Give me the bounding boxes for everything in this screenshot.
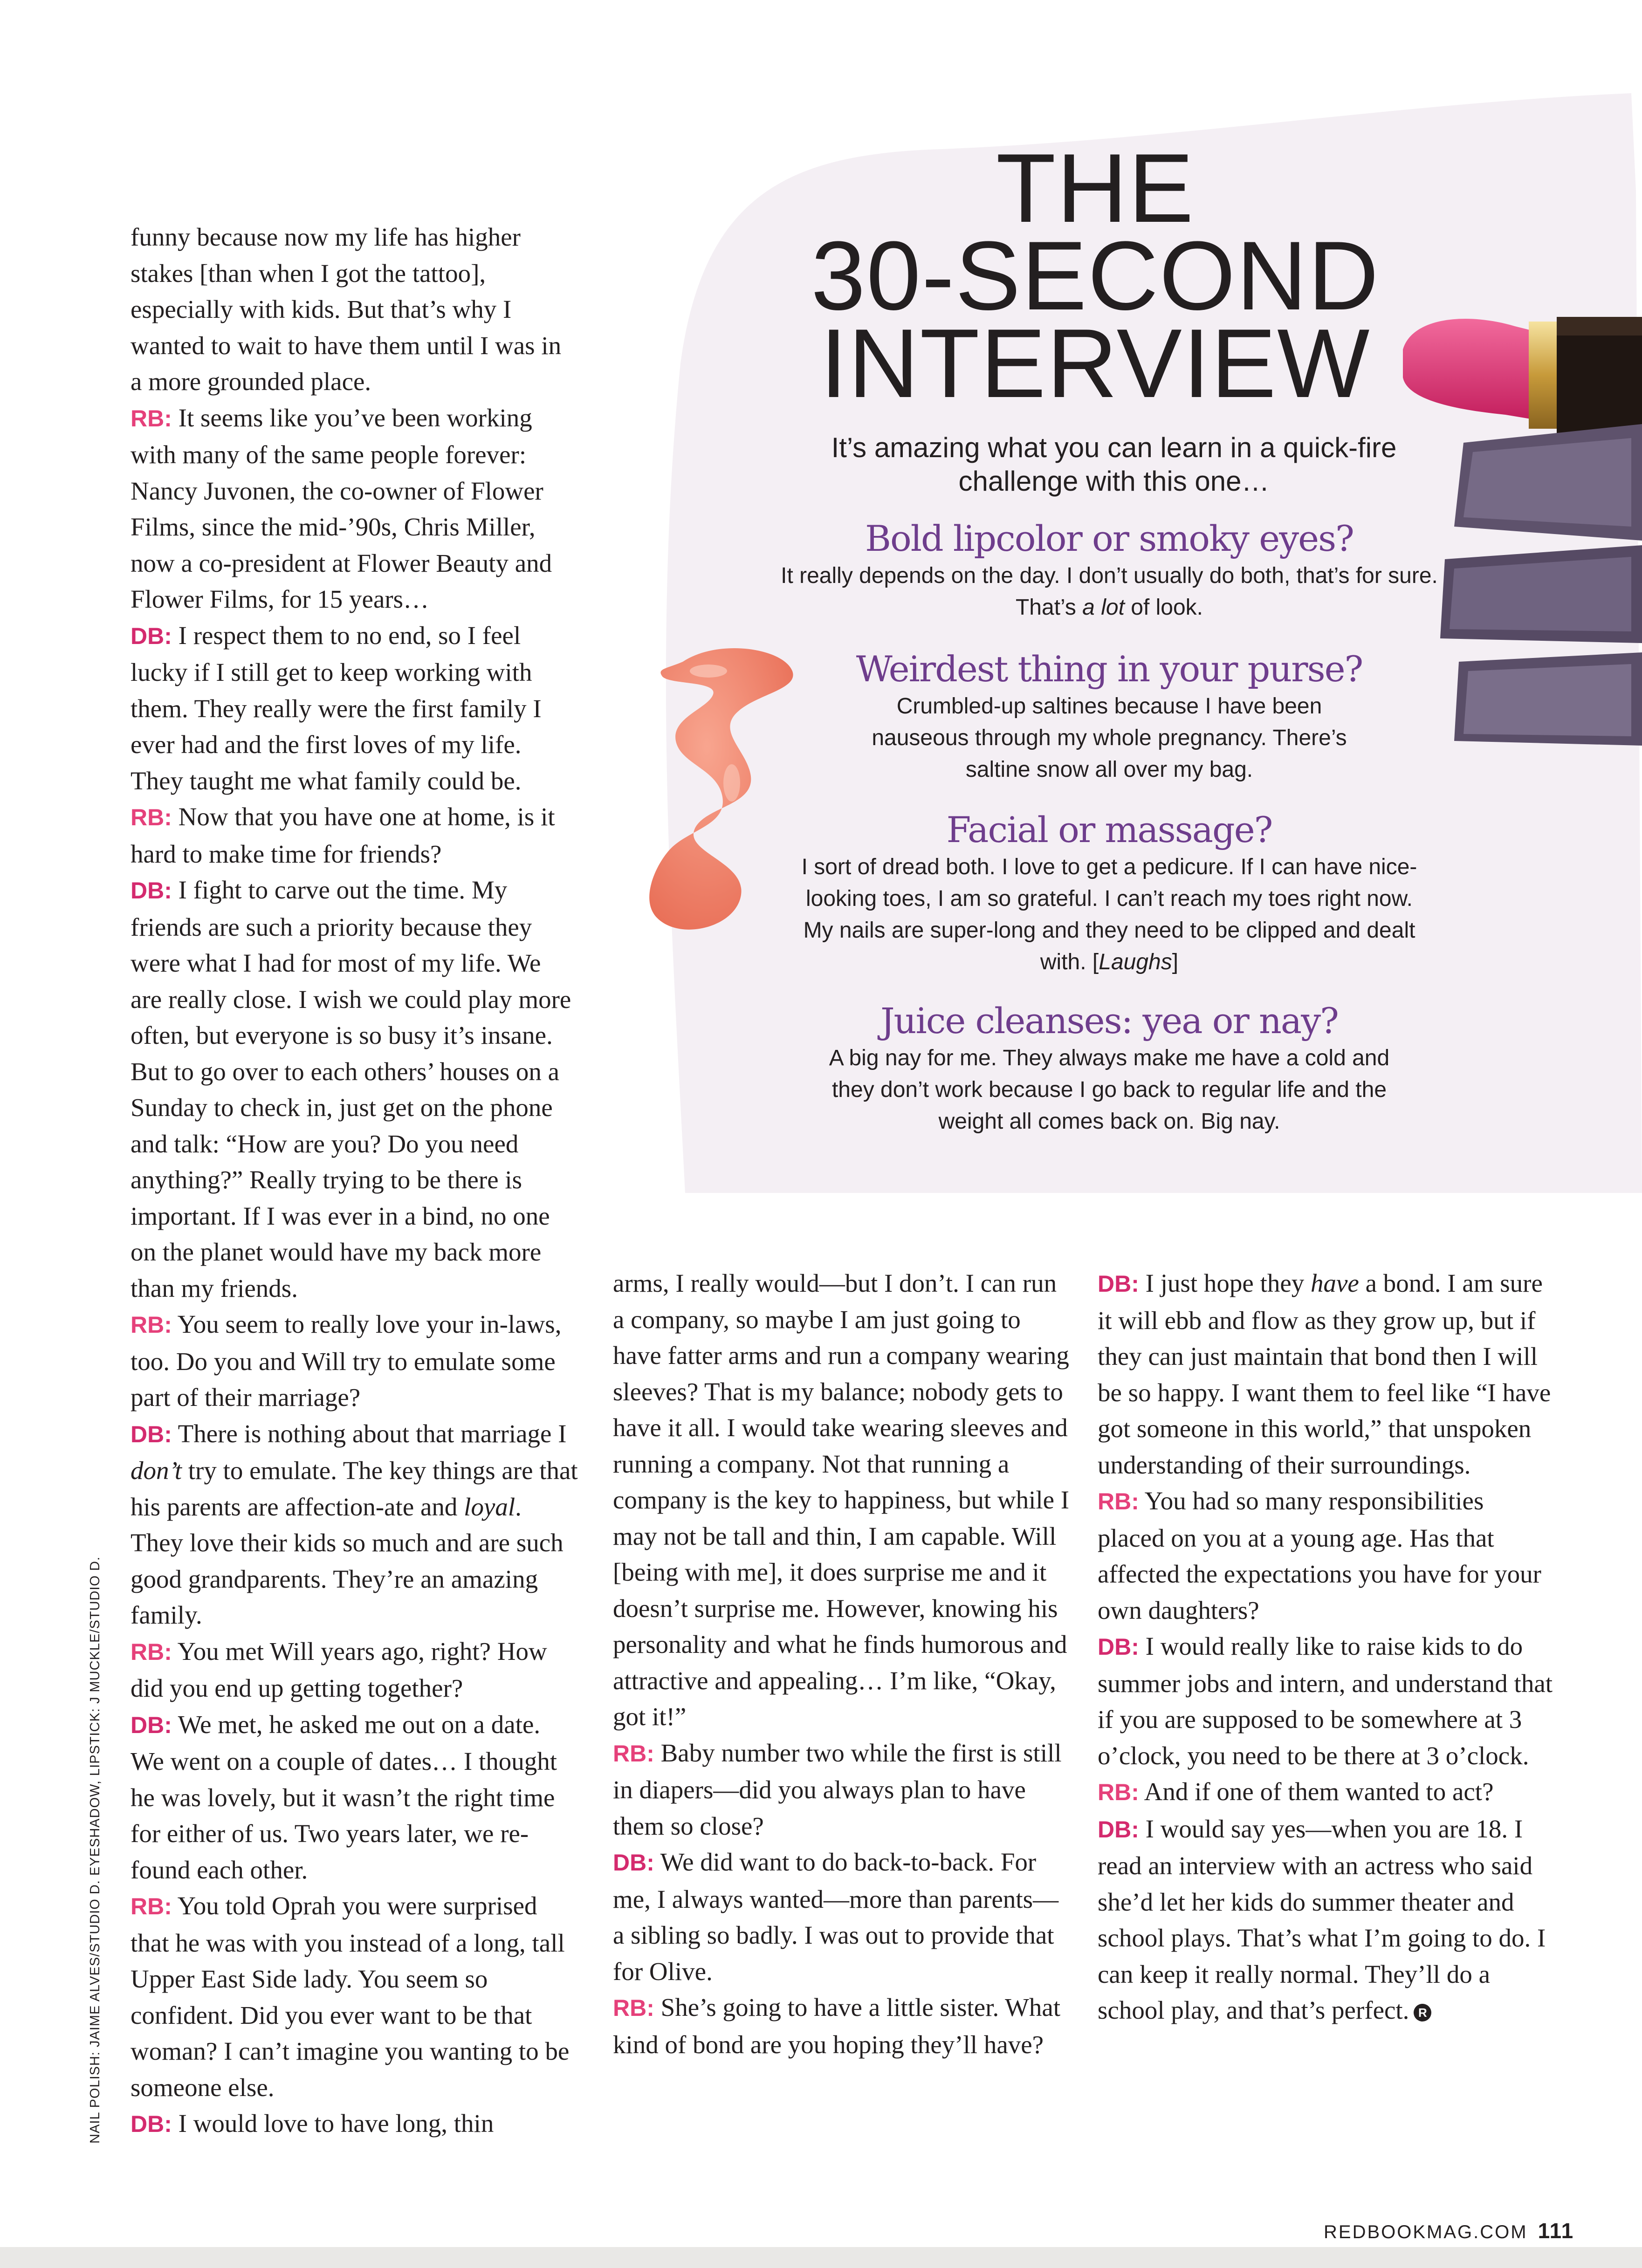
paragraph: DB: We met, he asked me out on a date. We went on a couple of dates… I thought he was lovely, but it wasn’t the right time for either of us. Two years later, we re-found each other. — [131, 1710, 557, 1884]
paragraph: DB: I just hope they have a bond. I am sure it will ebb and flow as they grow up, but if they can just maintain that bond then I will be so happy. I want them to feel like “I have got someone in this world,” that unspoken understanding of their surroundings. — [1098, 1269, 1551, 1479]
sidebar-title — [746, 133, 1445, 418]
page-footer — [1324, 2218, 1574, 2243]
speaker-label: RB: — [131, 1312, 172, 1338]
qa-item — [769, 1000, 1450, 1137]
qa-item — [769, 648, 1450, 786]
paragraph: DB: I would love to have long, thin — [131, 2109, 494, 2138]
speaker-label: RB: — [131, 1638, 172, 1665]
site-name: REDBOOKMAG.COM — [1324, 2222, 1528, 2242]
paragraph: RB: Baby number two while the first is still in diapers—did you always plan to have them so close? — [613, 1738, 1062, 1840]
speaker-label: DB: — [131, 877, 172, 904]
answer: It really depends on the day. I don’t usually do both, that’s for sure. That’s a lot of look. — [781, 563, 1438, 620]
paragraph: DB: We did want to do back-to-back. For me, I always wanted—more than parents—a sibling so badly. I was out to provide that for Olive. — [613, 1848, 1059, 1986]
sidebar-intro: It’s amazing what you can learn in a quick-fire challenge with this one… — [831, 432, 1397, 497]
page-edge — [0, 2247, 1642, 2268]
speaker-label: DB: — [131, 1712, 172, 1738]
paragraph: DB: I fight to carve out the time. My friends are such a priority because they were what I had for most of my life. We are really close. I wish we could play more often, but everyone is so busy it’s insane. But to go over to each others’ houses on a Sunday to check in, just get on the phone and talk: “How are you? Do you need anything?” Really trying to be there is important. If I was ever in a bind, no one on the planet would have my back more than my friends. — [131, 876, 571, 1302]
answer: I sort of dread both. I love to get a pedicure. If I can have nice-looking toes, I am so grateful. I can’t reach my toes right now. My nails are super-long and they need to be clipped and dealt with. [Laughs] — [801, 855, 1417, 974]
qa-item — [769, 517, 1450, 624]
paragraph: RB: And if one of them wanted to act? — [1098, 1777, 1494, 1806]
paragraph: RB: Now that you have one at home, is it hard to make time for friends? — [131, 802, 555, 868]
article-column-3 — [1098, 1265, 1554, 2028]
question: Bold lipcolor or smoky eyes? — [865, 518, 1353, 559]
article-column-2 — [613, 1265, 1070, 2062]
paragraph: DB: There is nothing about that marriage I don’t try to emulate. The key things are that his parents are affection-ate and loyal. They love their kids so much and are such good grandparents. They’re an amazing family. — [131, 1419, 578, 1629]
speaker-label: RB: — [131, 804, 172, 830]
paragraph: RB: You told Oprah you were surprised that he was with you instead of a long, tall Upper East Side lady. You seem so confident. Did you ever want to be that woman? I can’t imagine you wanting to be someone else. — [131, 1891, 570, 2102]
speaker-label: RB: — [131, 1893, 172, 1919]
title-line-3: INTERVIEW — [820, 308, 1371, 418]
speaker-label: DB: — [1098, 1271, 1139, 1297]
speaker-label: RB: — [1098, 1779, 1139, 1805]
speaker-label: RB: — [131, 405, 172, 432]
paragraph: DB: I would say yes—when you are 18. I read an interview with an actress who said she’d let her kids do summer theater and school plays. That’s what I’m going to do. I can keep it really normal. They’ll do a school play, and that’s perfect. R — [1098, 1814, 1546, 2024]
question: Juice cleanses: yea or nay? — [880, 1000, 1338, 1041]
paragraph: RB: She’s going to have a little sister. What kind of bond are you hoping they’ll have? — [613, 1993, 1061, 2059]
paragraph: DB: I would really like to raise kids to do summer jobs and intern, and understand that if you are supposed to be somewhere at 3 o’clock, you need to be there at 3 o’clock. — [1098, 1632, 1553, 1770]
speaker-label: DB: — [1098, 1816, 1139, 1843]
eyeshadow-icon — [1436, 419, 1642, 746]
answer: Crumbled-up saltines because I have been nauseous through my whole pregnancy. There’s saltine snow all over my bag. — [872, 694, 1347, 782]
speaker-label: DB: — [131, 1421, 172, 1447]
paragraph: RB: You had so many responsibilities placed on you at a young age. Has that affected the expectations you have for your own daughters? — [1098, 1487, 1541, 1624]
paragraph: DB: I respect them to no end, so I feel lucky if I still get to keep working with them. They really were the first family I ever had and the first loves of my life. They taught me what family could be. — [131, 621, 542, 795]
page-number: 111 — [1538, 2219, 1574, 2243]
question: Weirdest thing in your purse? — [856, 648, 1363, 690]
end-mark-icon: R — [1414, 2004, 1431, 2021]
speaker-label: RB: — [1098, 1488, 1139, 1514]
paragraph: arms, I really would—but I don’t. I can run a company, so maybe I am just going to have fatter arms and run a company wearing sleeves? That is my balance; nobody gets to have it all. I would take wearing sleeves and running a company. Not that running a company is the key to happiness, but while I may not be tall and thin, I am capable. Will [being with me], it does surprise me and it doesn’t surprise me. However, knowing his personality and what he finds humorous and attractive and appealing… I’m like, “Okay, got it!” — [613, 1269, 1070, 1731]
title-line-1: THE — [996, 133, 1195, 243]
paragraph: RB: You met Will years ago, right? How did you end up getting together? — [131, 1637, 547, 1702]
speaker-label: DB: — [1098, 1634, 1139, 1660]
speaker-label: DB: — [613, 1850, 654, 1876]
paragraph: RB: It seems like you’ve been working with many of the same people forever: Nancy Juvonen, the co-owner of Flower Films, since the mid-’90s, Chris Miller, now a co-president at Flower Beauty and Flower Films, for 15 years… — [131, 403, 552, 613]
speaker-label: RB: — [613, 1740, 654, 1767]
paragraph: funny because now my life has higher stakes [than when I got the tattoo], especially with kids. But that’s why I wanted to wait to have them until I was in a more grounded place. — [131, 223, 562, 396]
article-column-1 — [131, 219, 578, 2143]
title-line-2: 30-SECOND — [811, 221, 1380, 330]
question: Facial or massage? — [946, 809, 1272, 850]
speaker-label: DB: — [131, 623, 172, 649]
paragraph: RB: You seem to really love your in-laws, too. Do you and Will try to emulate some part of their marriage? — [131, 1310, 562, 1412]
qa-item — [769, 809, 1450, 978]
speaker-label: RB: — [613, 1995, 654, 2021]
speaker-label: DB: — [131, 2111, 172, 2137]
answer: A big nay for me. They always make me have a cold and they don’t work because I go back to regular life and the weight all comes back on. Big nay. — [829, 1046, 1390, 1134]
